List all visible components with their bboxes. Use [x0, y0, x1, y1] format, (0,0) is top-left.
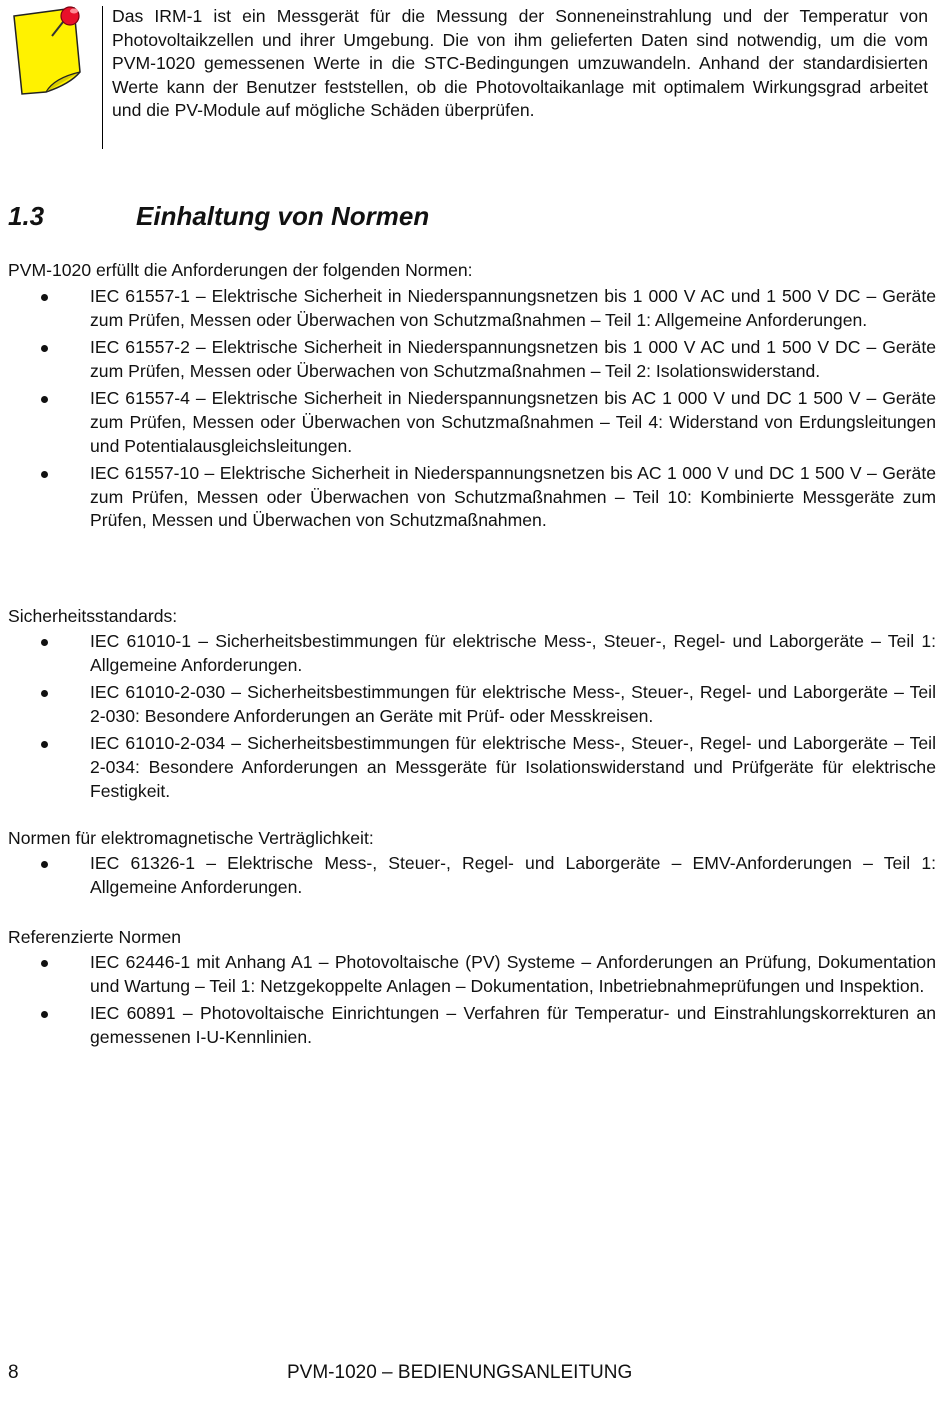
list-item: IEC 61010-2-034 – Sicherheitsbestimmungen für elektrische Mess-, Steuer-, Regel- und Laborgeräte – Teil 2-034: Besondere Anforderungen an Messgeräte für Isolationswiderstand und Prüfgeräte für elektrische Festigkeit. — [0, 732, 936, 803]
bullet-icon — [41, 1011, 48, 1018]
pinned-note-icon — [8, 2, 92, 98]
group-label-standards: PVM-1020 erfüllt die Anforderungen der folgenden Normen: — [8, 260, 473, 280]
list-item: IEC 61010-2-030 – Sicherheitsbestimmungen für elektrische Mess-, Steuer-, Regel- und Laborgeräte – Teil 2-030: Besondere Anforderungen an Geräte mit Prüf- oder Messkreisen. — [0, 681, 936, 728]
safety-list — [0, 630, 936, 807]
list-item: IEC 61010-1 – Sicherheitsbestimmungen für elektrische Mess-, Steuer-, Regel- und Laborgeräte – Teil 1: Allgemeine Anforderungen. — [0, 630, 936, 677]
list-item: IEC 61326-1 – Elektrische Mess-, Steuer-, Regel- und Laborgeräte – EMV-Anforderungen – Teil 1: Allgemeine Anforderungen. — [0, 852, 936, 899]
list-item: IEC 61557-1 – Elektrische Sicherheit in Niederspannungsnetzen bis 1 000 V AC und 1 500 V DC – Geräte zum Prüfen, Messen oder Überwachen von Schutzmaßnahmen – Teil 1: Allgemeine Anforderungen. — [0, 285, 936, 332]
bullet-icon — [41, 960, 48, 967]
referenced-list — [0, 951, 936, 1053]
list-item: IEC 60891 – Photovoltaische Einrichtungen – Verfahren für Temperatur- und Einstrahlungskorrekturen an gemessenen I-U-Kennlinien. — [0, 1002, 936, 1049]
note-divider — [102, 6, 103, 149]
bullet-icon — [41, 690, 48, 697]
list-item: IEC 61557-4 – Elektrische Sicherheit in Niederspannungsnetzen bis AC 1 000 V und DC 1 500 V – Geräte zum Prüfen, Messen oder Überwachen von Schutzmaßnahmen – Teil 4: Widerstand von Erdungsleitungen und Potentialausgleichsleitungen. — [0, 387, 936, 458]
group-label-safety: Sicherheitsstandards: — [8, 606, 178, 626]
note-box — [0, 0, 950, 160]
group-label-emc: Normen für elektromagnetische Verträglichkeit: — [8, 828, 374, 848]
list-item: IEC 61557-2 – Elektrische Sicherheit in Niederspannungsnetzen bis 1 000 V AC und 1 500 V DC – Geräte zum Prüfen, Messen oder Überwachen von Schutzmaßnahmen – Teil 2: Isolationswiderstand. — [0, 336, 936, 383]
note-text: Das IRM-1 ist ein Messgerät für die Messung der Sonneneinstrahlung und der Temperatur von Photovoltaikzellen und ihrer Umgebung. Die von ihm gelieferten Daten sind notwendig, um die vom PVM-1020 gemessenen Werte in die STC-Bedingungen umzuwandeln. Anhand der standardisierten Werte kann der Benutzer feststellen, ob die Photovoltaikanlage mit optimalem Wirkungsgrad arbeitet und die PV-Module auf mögliche Schäden überprüfen. — [112, 6, 928, 121]
bullet-icon — [41, 861, 48, 868]
bullet-icon — [41, 639, 48, 646]
section-heading — [8, 201, 429, 232]
section-number: 1.3 — [8, 201, 45, 231]
bullet-icon — [41, 471, 48, 478]
list-item: IEC 62446-1 mit Anhang A1 – Photovoltaische (PV) Systeme – Anforderungen an Prüfung, Dokumentation und Wartung – Teil 1: Netzgekoppelte Anlagen – Dokumentation, Inbetriebnahmeprüfungen und Inspektion. — [0, 951, 936, 998]
standards-list — [0, 285, 936, 537]
footer-title: PVM-1020 – BEDIENUNGSANLEITUNG — [287, 1362, 633, 1383]
page-number: 8 — [8, 1362, 19, 1383]
group-label-referenced: Referenzierte Normen — [8, 927, 182, 947]
bullet-icon — [41, 345, 48, 352]
list-item: IEC 61557-10 – Elektrische Sicherheit in Niederspannungsnetzen bis AC 1 000 V und DC 1 500 V – Geräte zum Prüfen, Messen oder Überwachen von Schutzmaßnahmen – Teil 10: Kombinierte Messgeräte zum Prüfen, Messen und Überwachen von Schutzmaßnahmen. — [0, 462, 936, 533]
section-title: Einhaltung von Normen — [136, 201, 430, 231]
bullet-icon — [41, 396, 48, 403]
bullet-icon — [41, 741, 48, 748]
emc-list — [0, 852, 936, 903]
page-footer — [0, 1361, 950, 1385]
bullet-icon — [41, 294, 48, 301]
